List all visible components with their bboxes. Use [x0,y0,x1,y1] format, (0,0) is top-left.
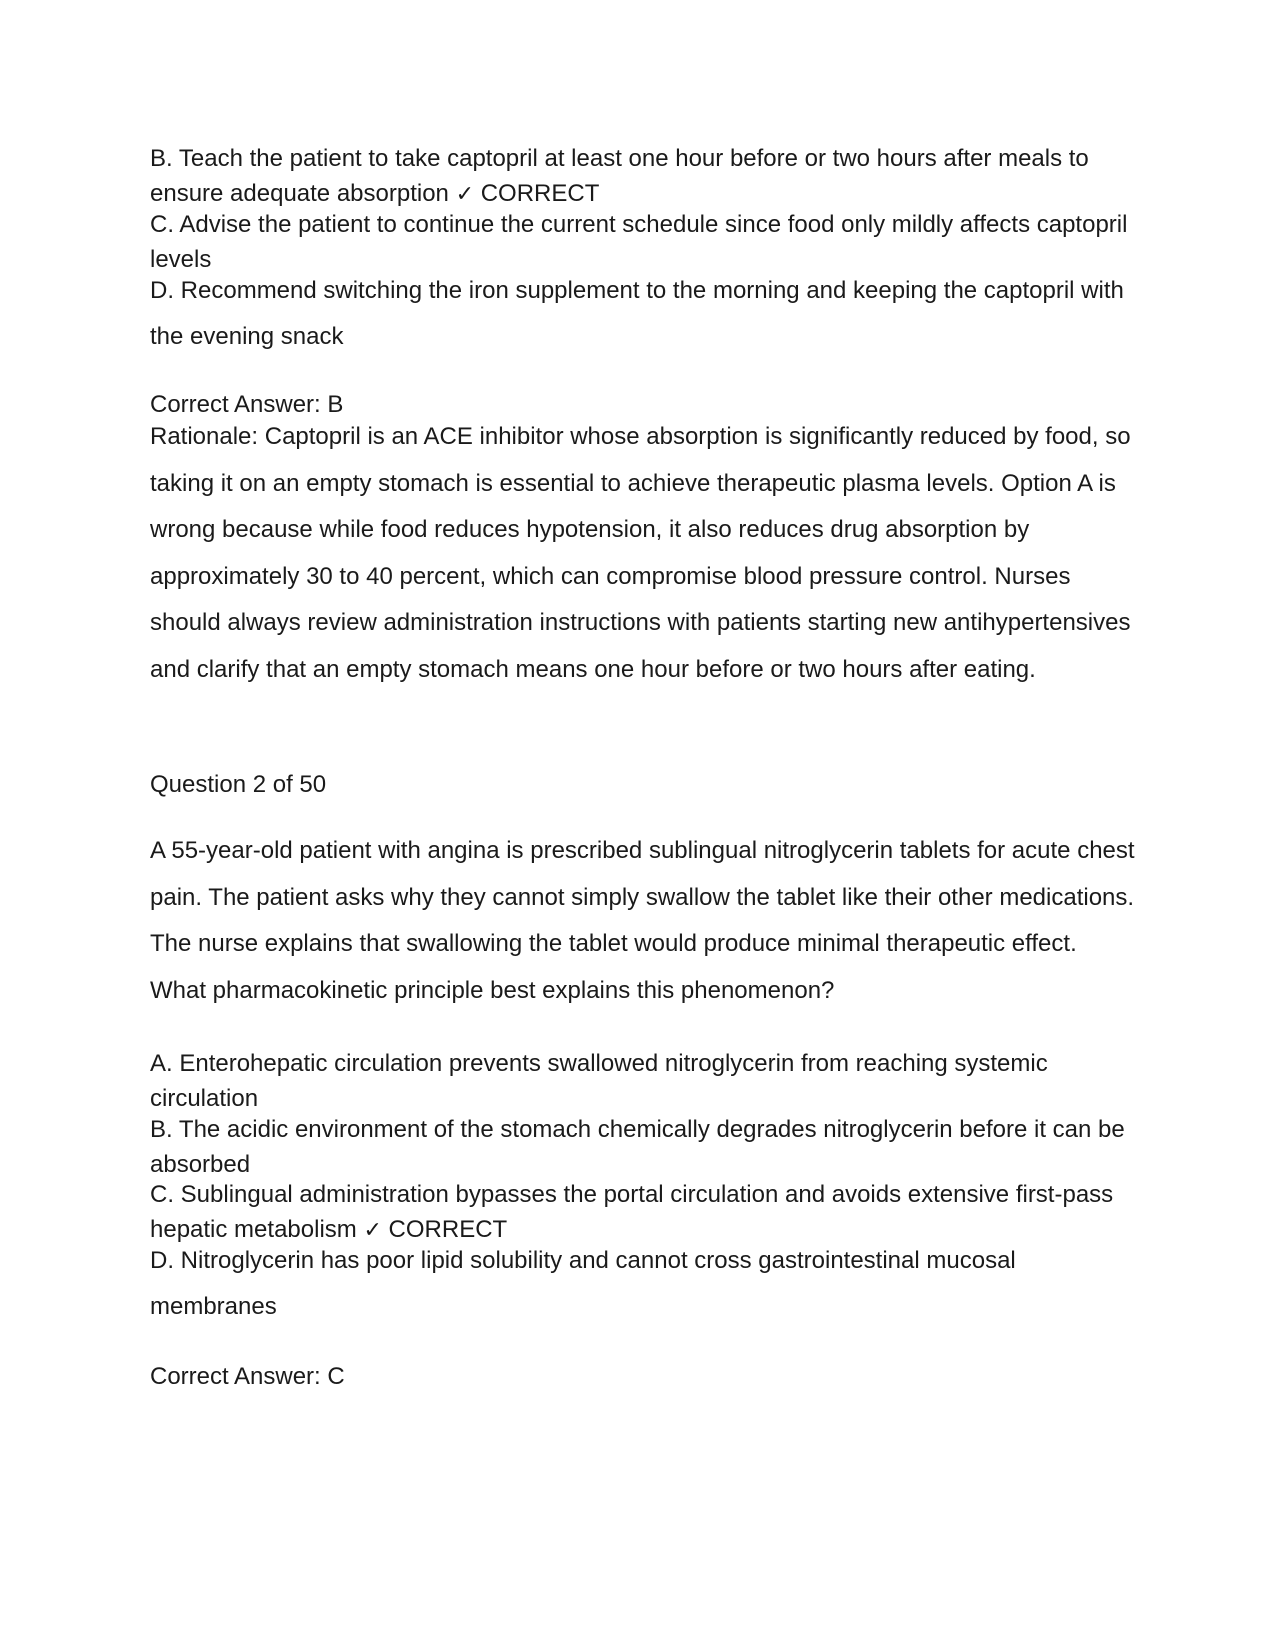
q1-option-b-text: B. Teach the patient to take captopril at least one hour before or two hours after meals to ensure adequate absorption [150,145,1089,207]
q2-option-c-text: C. Sublingual administration bypasses the portal circulation and avoids extensive first-pass hepatic metabolism [150,1181,1114,1243]
q1-correct-tag: CORRECT [480,179,600,207]
q2-correct-tag: CORRECT [388,1215,508,1243]
q1-rationale: Rationale: Captopril is an ACE inhibitor whose absorption is significantly reduced by food, so taking it on an empty stomach is essential to achieve therapeutic plasma levels. Option A is wrong because while food reduces hypotension, it also reduces drug absorption by approximately 30 to 40 percent, which can compromise blood pressure control. Nurses should always review administration instructions with patients starting new antihypertensives and clarify that an empty stomach means one hour before or two hours after eating. [150,423,1131,683]
q2-option-b: B. The acidic environment of the stomach chemically degrades nitroglycerin before it can be absorbed [150,1116,1125,1178]
checkmark-icon: ✓ [455,181,475,207]
q2-correct-answer: Correct Answer: C [150,1363,345,1390]
q2-header: Question 2 of 50 [150,771,327,798]
q1-option-c: C. Advise the patient to continue the current schedule since food only mildly affects captopril levels [150,211,1128,273]
q1-option-b [150,142,1135,212]
q2-option-d: D. Nitroglycerin has poor lipid solubility and cannot cross gastrointestinal mucosal membranes [150,1247,1016,1320]
q1-option-d: D. Recommend switching the iron supplement to the morning and keeping the captopril with the evening snack [150,277,1124,350]
q1-correct-answer: Correct Answer: B [150,391,344,418]
checkmark-icon: ✓ [363,1217,382,1243]
q2-option-a: A. Enterohepatic circulation prevents swallowed nitroglycerin from reaching systemic circulation [150,1050,1048,1112]
q2-stem: A 55-year-old patient with angina is prescribed sublingual nitroglycerin tablets for acute chest pain. The patient asks why they cannot simply swallow the tablet like their other medications. The nurse explains that swallowing the tablet would produce minimal therapeutic effect. What pharmacokinetic principle best explains this phenomenon? [150,837,1135,1004]
